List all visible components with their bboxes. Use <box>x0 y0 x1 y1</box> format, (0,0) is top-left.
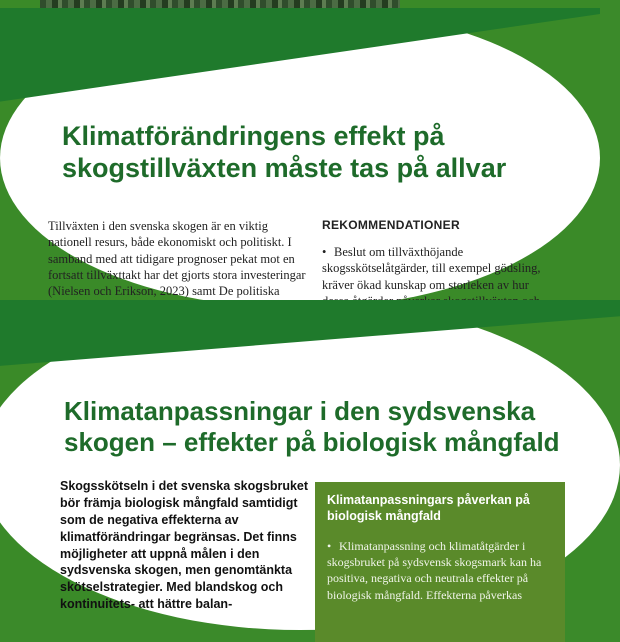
article-1-body: Tillväxten i den svenska skogen är en viktig nationell resurs, både ekonomiskt och politiskt. I samband med att tidigare prognoser pekat mot en fortsatt tillväxttakt har det gjorts stora investeringar (Nielsen och Erikson, 2023) samt De politiska <box>48 219 306 298</box>
fact-box-text: Klimatanpassning och klimatåtgärder i skogsbruket på sydsvensk skogsmark kan ha positiva, negativa och neutrala effekter på biologisk mångfald. Effekterna påverkas <box>327 539 542 602</box>
fact-box-title: Klimatanpassningars påverkan på biologisk mångfald <box>327 493 530 524</box>
article-2-title: Klimatanpassningar i den sydsvenska skogen – effekter på biologisk mångfald <box>64 396 560 458</box>
green-wedge-banner <box>0 8 600 128</box>
article-1-title: Klimatförändringens effekt på skogstillväxten måste tas på allvar <box>62 121 507 184</box>
bullet-icon: • <box>322 245 327 259</box>
recommendations-heading: REKOMMENDATIONER <box>322 218 460 232</box>
recommendation-text: Beslut om tillväxthöjande skogsskötselåtgärder, till exempel gödsling, kräver ökad kunskap om storleken av hur <box>322 245 541 292</box>
bullet-icon: • <box>327 539 332 553</box>
article-card-1 <box>0 8 600 308</box>
article-card-2 <box>0 300 620 630</box>
fact-box <box>315 482 565 642</box>
article-2-body: Skogsskötseln i det svenska skogsbruket bör främja biologisk mångfald samtidigt som de negativa effekterna av klimatförändringar begränsas. Det finns möjligheter att uppnå målen i den sydsvenska skogen, men genomtänkta skötselstrategier. Med blandskog och kontinuitets- att hättre balan- <box>60 479 309 612</box>
fact-box-bullet <box>327 538 547 603</box>
